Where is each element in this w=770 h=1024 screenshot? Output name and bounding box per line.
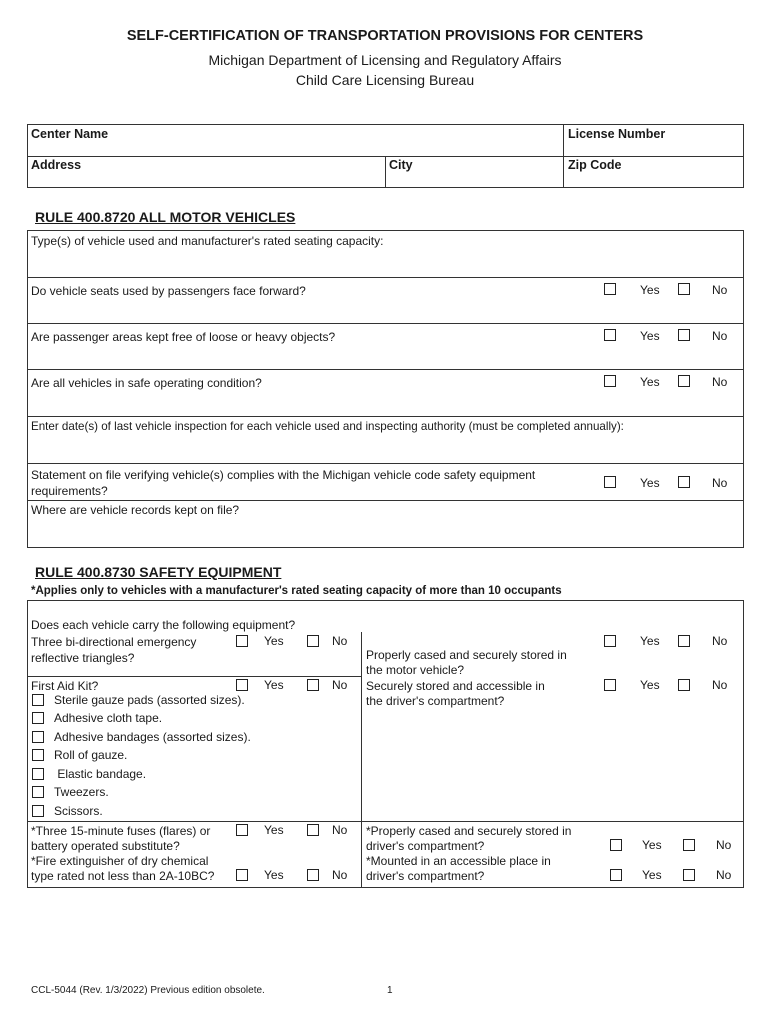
yes-label: Yes [264,823,284,837]
center-name-field[interactable]: Center Name [31,127,109,141]
triangles-stored-line1: Properly cased and securely stored in [366,648,567,662]
fuses-stored-line2: driver's compartment? [366,839,485,853]
fuses-question-line2: battery operated substitute? [31,839,180,853]
first-aid-question: First Aid Kit? [31,679,99,693]
form-title: SELF-CERTIFICATION OF TRANSPORTATION PROVISIONS FOR CENTERS [126,28,644,44]
vehicle-types-field[interactable]: Type(s) of vehicle used and manufacturer's rated seating capacity: [31,234,384,248]
first-aid-stored-line1: Securely stored and accessible in [366,679,545,693]
no-label: No [332,868,348,882]
bureau-name: Child Care Licensing Bureau [295,72,475,88]
kit-item-cloth-tape: Adhesive cloth tape. [54,711,163,725]
no-label: No [712,283,728,297]
divider [563,124,564,188]
kit-cloth-tape-checkbox[interactable] [32,712,44,724]
kit-gauze-pads-checkbox[interactable] [32,694,44,706]
fuses-stored-yes-checkbox[interactable] [610,839,622,851]
zip-code-field[interactable]: Zip Code [568,158,622,172]
loose-objects-yes-checkbox[interactable] [604,329,616,341]
no-label: No [712,375,728,389]
form-id: CCL-5044 (Rev. 1/3/2022) Previous edition obsolete. [31,985,265,996]
first-aid-stored-no-checkbox[interactable] [678,679,690,691]
no-label: No [332,678,348,692]
safe-condition-no-checkbox[interactable] [678,375,690,387]
first-aid-stored-line2: the driver's compartment? [366,694,505,708]
kit-item-tweezers: Tweezers. [54,785,109,799]
kit-item-gauze-pads: Sterile gauze pads (assorted sizes). [54,693,245,707]
no-label: No [332,634,348,648]
divider [27,369,744,370]
triangles-stored-line2: the motor vehicle? [366,663,465,677]
kit-tweezers-checkbox[interactable] [32,786,44,798]
extinguisher-mounted-line1: *Mounted in an accessible place in [366,854,551,868]
kit-scissors-checkbox[interactable] [32,805,44,817]
extinguisher-mounted-yes-checkbox[interactable] [610,869,622,881]
no-label: No [712,634,728,648]
first-aid-yes-checkbox[interactable] [236,679,248,691]
rule-8720-heading: RULE 400.8720 ALL MOTOR VEHICLES [35,209,296,225]
divider [27,277,744,278]
kit-item-roll-gauze: Roll of gauze. [54,748,128,762]
yes-label: Yes [264,634,284,648]
fuses-yes-checkbox[interactable] [236,824,248,836]
yes-label: Yes [640,375,660,389]
fuses-question-line1: *Three 15-minute fuses (flares) or [31,824,211,838]
no-label: No [716,838,732,852]
rule-8730-heading: RULE 400.8730 SAFETY EQUIPMENT [35,564,282,580]
no-label: No [712,476,728,490]
yes-label: Yes [640,634,660,648]
inspection-dates-field[interactable]: Enter date(s) of last vehicle inspection for each vehicle used and inspecting authority (must be completed annually): [31,420,624,433]
divider [27,416,744,417]
yes-label: Yes [640,476,660,490]
license-number-field[interactable]: License Number [568,127,666,141]
address-field[interactable]: Address [31,158,82,172]
loose-objects-no-checkbox[interactable] [678,329,690,341]
yes-label: Yes [264,678,284,692]
triangles-stored-yes-checkbox[interactable] [604,635,616,647]
fuses-stored-no-checkbox[interactable] [683,839,695,851]
kit-roll-gauze-checkbox[interactable] [32,749,44,761]
no-label: No [716,868,732,882]
yes-label: Yes [642,838,662,852]
first-aid-no-checkbox[interactable] [307,679,319,691]
triangles-yes-checkbox[interactable] [236,635,248,647]
applies-note: *Applies only to vehicles with a manufacturer's rated seating capacity of more than 10 occupants [31,585,562,597]
divider [385,156,386,188]
divider [27,821,744,822]
statement-yes-checkbox[interactable] [604,476,616,488]
extinguisher-question-line1: *Fire extinguisher of dry chemical [31,854,209,868]
kit-item-scissors: Scissors. [54,804,103,818]
fuses-no-checkbox[interactable] [307,824,319,836]
extinguisher-mounted-no-checkbox[interactable] [683,869,695,881]
yes-label: Yes [264,868,284,882]
records-location-field[interactable]: Where are vehicle records kept on file? [31,503,240,517]
extinguisher-no-checkbox[interactable] [307,869,319,881]
extinguisher-yes-checkbox[interactable] [236,869,248,881]
page-number: 1 [387,985,393,996]
divider [27,463,744,464]
loose-objects-question: Are passenger areas kept free of loose or heavy objects? [31,330,336,344]
kit-item-bandages: Adhesive bandages (assorted sizes). [54,730,251,744]
first-aid-stored-yes-checkbox[interactable] [604,679,616,691]
kit-item-elastic-bandage: Elastic bandage. [54,767,147,781]
face-forward-question: Do vehicle seats used by passengers face forward? [31,284,306,298]
fuses-stored-line1: *Properly cased and securely stored in [366,824,572,838]
divider [27,676,362,677]
equipment-intro: Does each vehicle carry the following equipment? [31,618,296,632]
safe-condition-yes-checkbox[interactable] [604,375,616,387]
kit-bandages-checkbox[interactable] [32,731,44,743]
triangles-no-checkbox[interactable] [307,635,319,647]
divider [361,632,362,888]
yes-label: Yes [642,868,662,882]
triangles-stored-no-checkbox[interactable] [678,635,690,647]
triangles-question-line2: reflective triangles? [31,651,135,665]
face-forward-no-checkbox[interactable] [678,283,690,295]
triangles-question-line1: Three bi-directional emergency [31,635,197,649]
no-label: No [712,329,728,343]
city-field[interactable]: City [389,158,413,172]
kit-elastic-bandage-checkbox[interactable] [32,768,44,780]
extinguisher-mounted-line2: driver's compartment? [366,869,485,883]
face-forward-yes-checkbox[interactable] [604,283,616,295]
statement-question-line2: requirements? [31,484,108,498]
department-name: Michigan Department of Licensing and Regulatory Affairs [208,52,562,68]
no-label: No [712,678,728,692]
divider [27,323,744,324]
yes-label: Yes [640,329,660,343]
no-label: No [332,823,348,837]
divider [27,500,744,501]
yes-label: Yes [640,283,660,297]
safe-condition-question: Are all vehicles in safe operating condition? [31,376,262,390]
statement-question-line1: Statement on file verifying vehicle(s) complies with the Michigan vehicle code safety equipment [31,468,536,482]
yes-label: Yes [640,678,660,692]
extinguisher-question-line2: type rated not less than 2A-10BC? [31,869,215,883]
statement-no-checkbox[interactable] [678,476,690,488]
